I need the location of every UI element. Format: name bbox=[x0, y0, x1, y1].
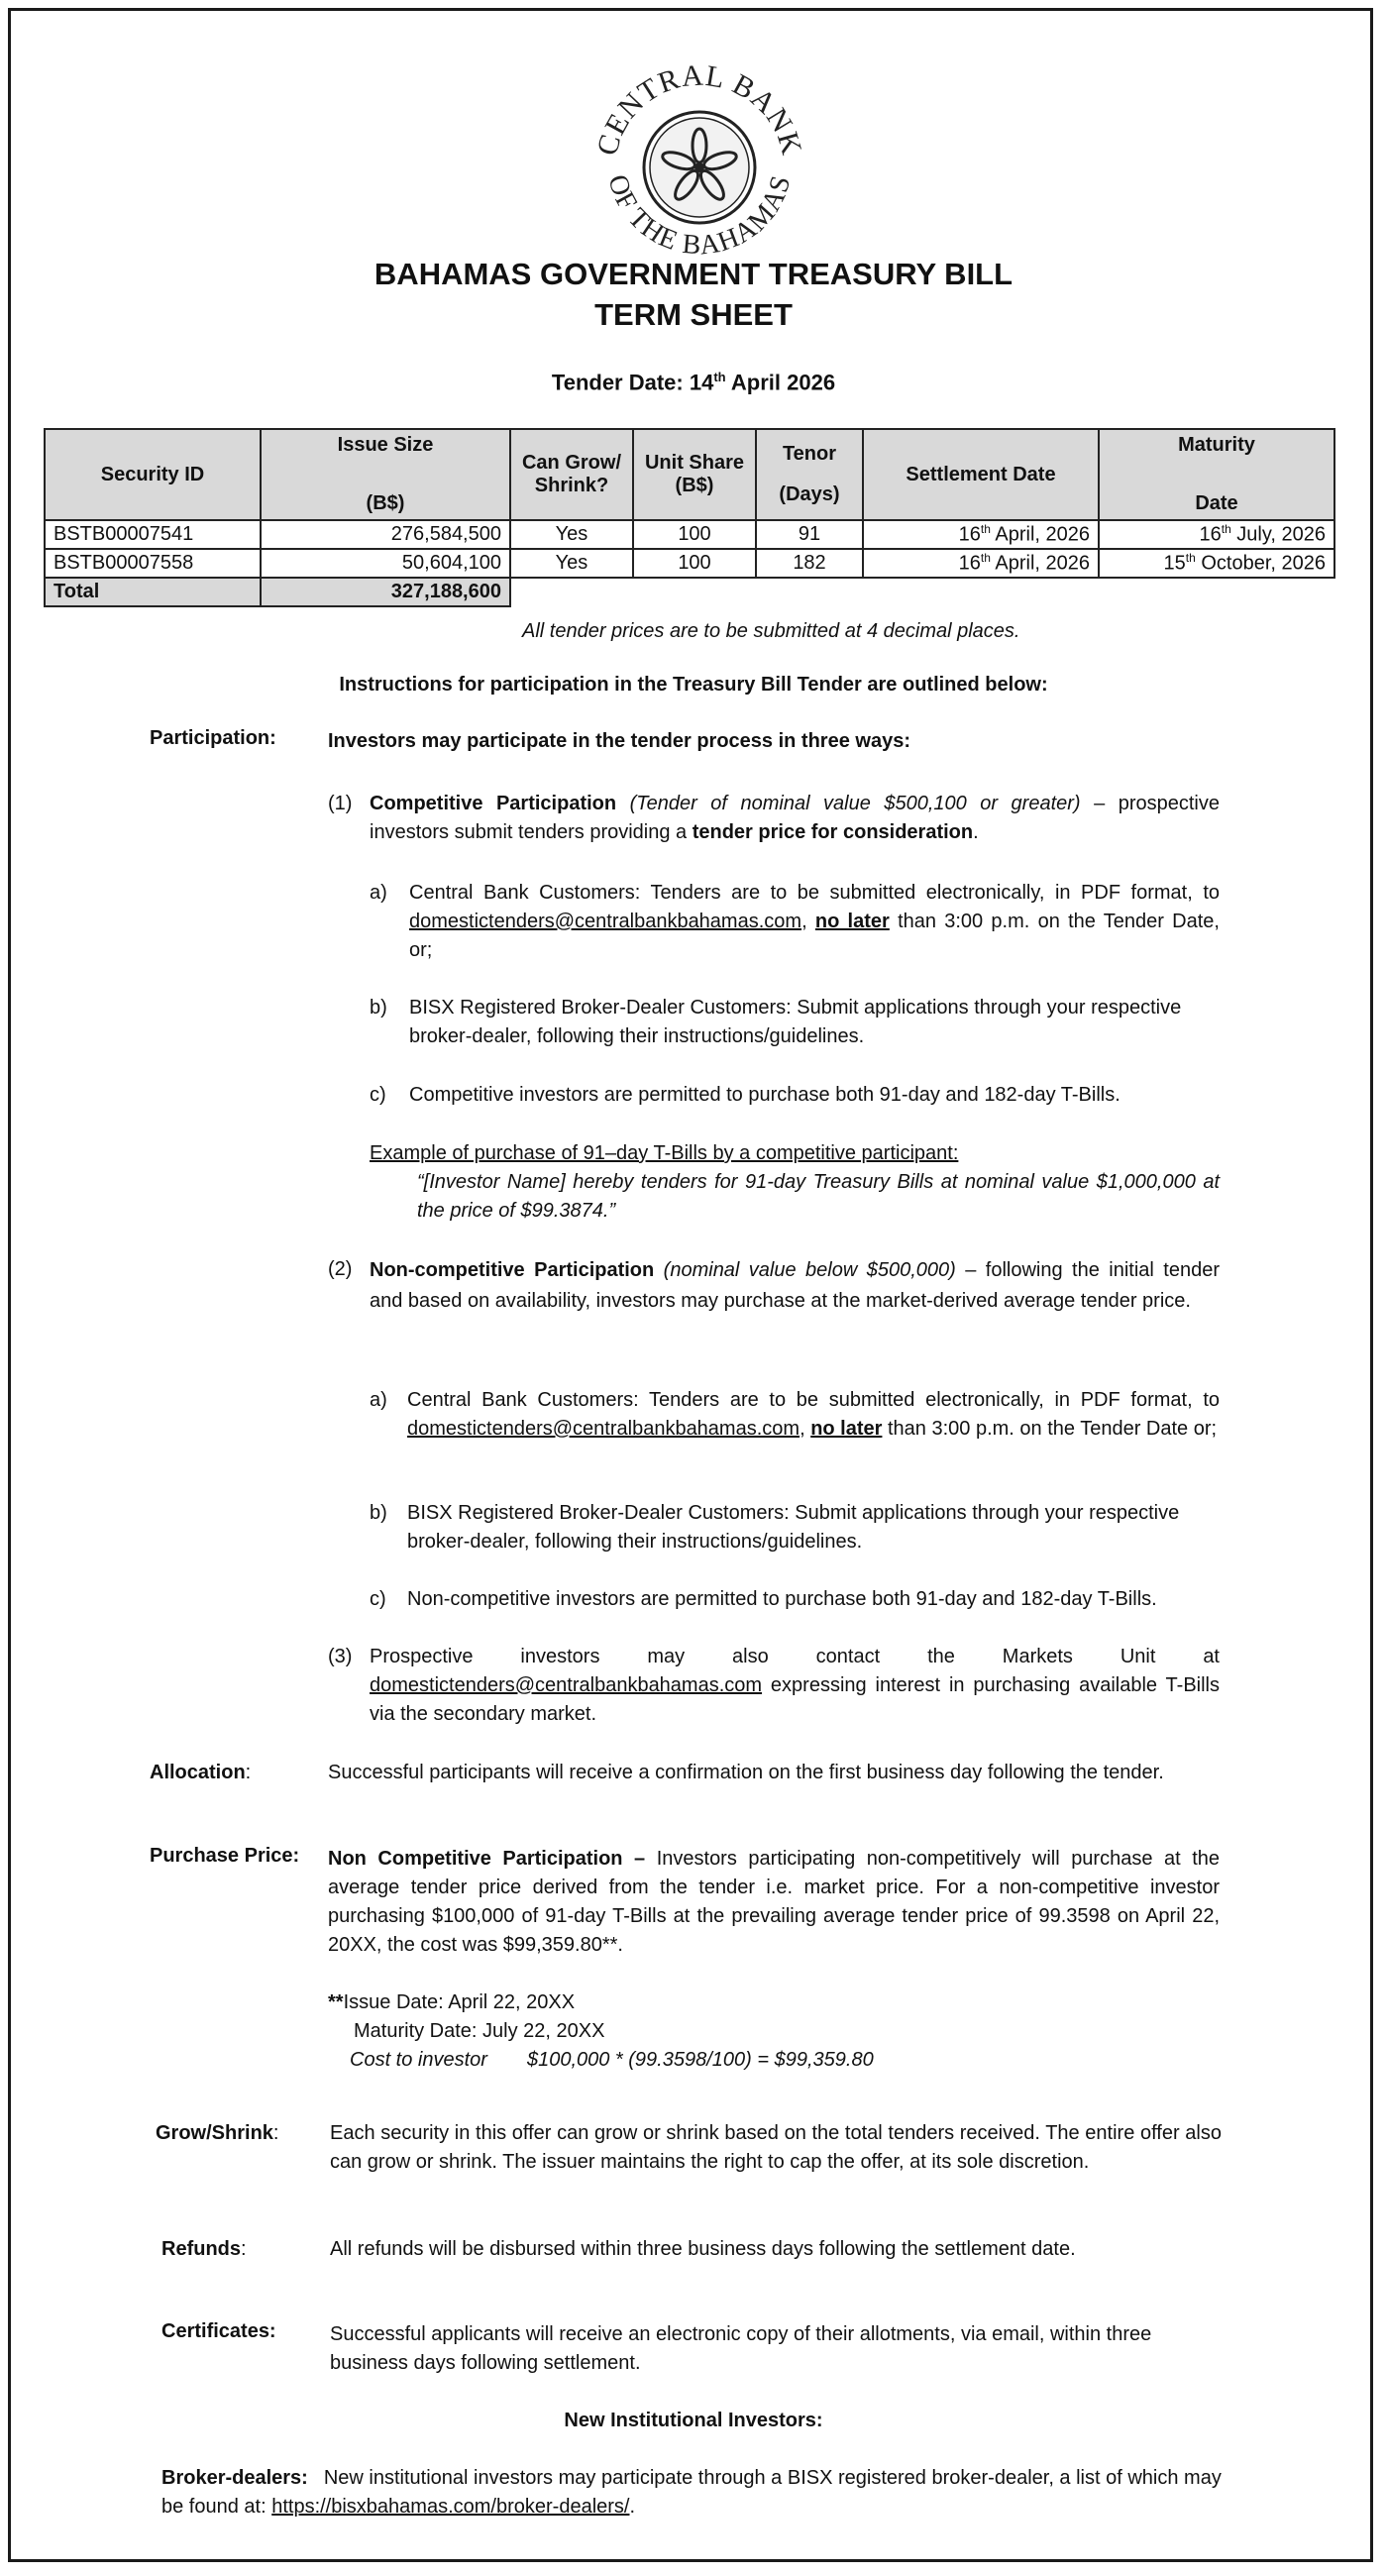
item-2a-text: Central Bank Customers: Tenders are to be submitted electronically, in PDF format, to domestictenders@centralbankbahamas.com, no later than 3:00 p.m. on the Tender Date or; bbox=[407, 1389, 1220, 1440]
col-security-id: Security ID bbox=[45, 429, 261, 520]
broker-dealers-paragraph: Broker-dealers: New institutional investors may participate through a BISX registered broker-dealer, a list of which may be found at: https://bisxbahamas.com/broker-dealers/. bbox=[161, 2467, 1222, 2518]
title-line-2: TERM SHEET bbox=[594, 297, 793, 332]
securities-table bbox=[44, 428, 1335, 607]
decimal-places-note: All tender prices are to be submitted at 4 decimal places. bbox=[522, 620, 1020, 642]
grow-shrink-text: Each security in this offer can grow or shrink based on the total tenders received. The entire offer also can grow or shrink. The issuer maintains the right to cap the offer, at its sole discretion. bbox=[330, 2122, 1222, 2173]
allocation-label: Allocation: bbox=[150, 1762, 252, 1783]
issue-size-cell: 276,584,500 bbox=[261, 520, 510, 549]
total-label: Total bbox=[45, 578, 261, 606]
item-1a-letter: a) bbox=[370, 882, 387, 904]
central-bank-logo bbox=[586, 51, 813, 278]
unit-share-cell: 100 bbox=[633, 520, 756, 549]
maturity-date: Maturity Date: July 22, 20XX bbox=[354, 2020, 605, 2042]
tenor-cell: 91 bbox=[756, 520, 863, 549]
item-2a-letter: a) bbox=[370, 1389, 387, 1411]
refunds-label: Refunds: bbox=[161, 2238, 247, 2260]
tender-date: Tender Date: 14th April 2026 bbox=[551, 370, 836, 395]
security-id-cell: BSTB00007558 bbox=[45, 549, 261, 578]
purchase-price-label: Purchase Price: bbox=[150, 1845, 300, 1867]
cost-to-investor: Cost to investor $100,000 * (99.3598/100) = $99,359.80 bbox=[350, 2049, 874, 2071]
participation-label: Participation: bbox=[150, 727, 276, 749]
item-1c-text: Competitive investors are permitted to purchase both 91-day and 182-day T-Bills. bbox=[409, 1084, 1120, 1106]
example-text: “[Investor Name] hereby tenders for 91-day Treasury Bills at nominal value $1,000,000 at the price of $99.3874.” bbox=[417, 1171, 1220, 1222]
item-2c-text: Non-competitive investors are permitted to purchase both 91-day and 182-day T-Bills. bbox=[407, 1588, 1157, 1610]
item-1c-letter: c) bbox=[370, 1084, 386, 1106]
certificates-label: Certificates: bbox=[161, 2320, 276, 2342]
instructions-heading: Instructions for participation in the Treasury Bill Tender are outlined below: bbox=[339, 674, 1048, 696]
participation-intro: Investors may participate in the tender process in three ways: bbox=[328, 730, 910, 752]
broker-dealers-link[interactable]: https://bisxbahamas.com/broker-dealers/ bbox=[271, 2496, 630, 2518]
issue-size-cell: 50,604,100 bbox=[261, 549, 510, 578]
item-2c-letter: c) bbox=[370, 1588, 386, 1610]
col-issue-size: Issue Size (B$) bbox=[261, 429, 510, 520]
maturity-cell: 15th October, 2026 bbox=[1099, 549, 1334, 578]
total-value: 327,188,600 bbox=[261, 578, 510, 606]
issue-date: **Issue Date: April 22, 20XX bbox=[328, 1991, 576, 2013]
table-row bbox=[45, 549, 1334, 578]
competitive-participation: Competitive Participation (Tender of nominal value $500,100 or greater) – prospective investors submit tenders providing a tender price for consideration. bbox=[370, 793, 1220, 843]
email-link[interactable]: domestictenders@centralbankbahamas.com bbox=[407, 1418, 800, 1440]
can-grow-cell: Yes bbox=[510, 549, 633, 578]
new-investors-heading: New Institutional Investors: bbox=[564, 2410, 823, 2431]
item-3-text: Prospective investors may also contact the Markets Unit at domestictenders@centralbankbahamas.com expressing interest in purchasing available T-Bills via the secondary market. bbox=[370, 1646, 1220, 1725]
settlement-cell: 16th April, 2026 bbox=[863, 549, 1099, 578]
item-2b-letter: b) bbox=[370, 1502, 387, 1524]
title-line-1: BAHAMAS GOVERNMENT TREASURY BILL bbox=[373, 257, 1014, 291]
col-unit-share: Unit Share (B$) bbox=[633, 429, 756, 520]
col-maturity: Maturity Date bbox=[1099, 429, 1334, 520]
total-row bbox=[45, 578, 1334, 606]
allocation-text: Successful participants will receive a confirmation on the first business day following the tender. bbox=[328, 1762, 1164, 1783]
maturity-cell: 16th July, 2026 bbox=[1099, 520, 1334, 549]
certificates-text: Successful applicants will receive an electronic copy of their allotments, via email, within three business days following settlement. bbox=[330, 2323, 1152, 2374]
purchase-price-text: Non Competitive Participation – Investors participating non-competitively will purchase at the average tender price derived from the tender i.e. market price. For a non-competitive investor purchasing $100,000 of 91-day T-Bills at the prevailing average tender price of 99.3598 on April 22, 20XX, the cost was $99,359.80**. bbox=[328, 1848, 1220, 1956]
example-heading: Example of purchase of 91–day T-Bills by a competitive participant: bbox=[370, 1142, 959, 1164]
term-sheet-page bbox=[8, 8, 1373, 2562]
col-can-grow: Can Grow/ Shrink? bbox=[510, 429, 633, 520]
tenor-cell: 182 bbox=[756, 549, 863, 578]
item-1a-text: Central Bank Customers: Tenders are to be submitted electronically, in PDF format, to domestictenders@centralbankbahamas.com, no later than 3:00 p.m. on the Tender Date, or; bbox=[409, 882, 1220, 961]
svg-text:CENTRAL BANK: CENTRAL BANK bbox=[590, 58, 808, 160]
item-1b-letter: b) bbox=[370, 997, 387, 1019]
item-2-number: (2) bbox=[328, 1258, 353, 1280]
item-2b-text: BISX Registered Broker-Dealer Customers: Submit applications through your respective broker-dealer, following their instructions/guidelines. bbox=[407, 1502, 1180, 1553]
item-1b-text: BISX Registered Broker-Dealer Customers: Submit applications through your respective broker-dealer, following their instructions/guidelines. bbox=[409, 997, 1182, 1047]
table-row bbox=[45, 520, 1334, 549]
item-3-number: (3) bbox=[328, 1646, 353, 1667]
col-settlement: Settlement Date bbox=[863, 429, 1099, 520]
security-id-cell: BSTB00007541 bbox=[45, 520, 261, 549]
email-link[interactable]: domestictenders@centralbankbahamas.com bbox=[370, 1674, 763, 1696]
email-link[interactable]: domestictenders@centralbankbahamas.com bbox=[409, 911, 802, 932]
can-grow-cell: Yes bbox=[510, 520, 633, 549]
noncompetitive-participation: Non-competitive Participation (nominal value below $500,000) – following the initial tender and based on availability, investors may purchase at the market-derived average tender price. bbox=[370, 1259, 1220, 1312]
unit-share-cell: 100 bbox=[633, 549, 756, 578]
grow-shrink-label: Grow/Shrink: bbox=[156, 2122, 279, 2144]
refunds-text: All refunds will be disbursed within three business days following the settlement date. bbox=[330, 2238, 1076, 2260]
svg-text:OF THE BAHAMAS: OF THE BAHAMAS bbox=[601, 170, 798, 262]
col-tenor: Tenor (Days) bbox=[756, 429, 863, 520]
item-1-number: (1) bbox=[328, 793, 353, 814]
settlement-cell: 16th April, 2026 bbox=[863, 520, 1099, 549]
